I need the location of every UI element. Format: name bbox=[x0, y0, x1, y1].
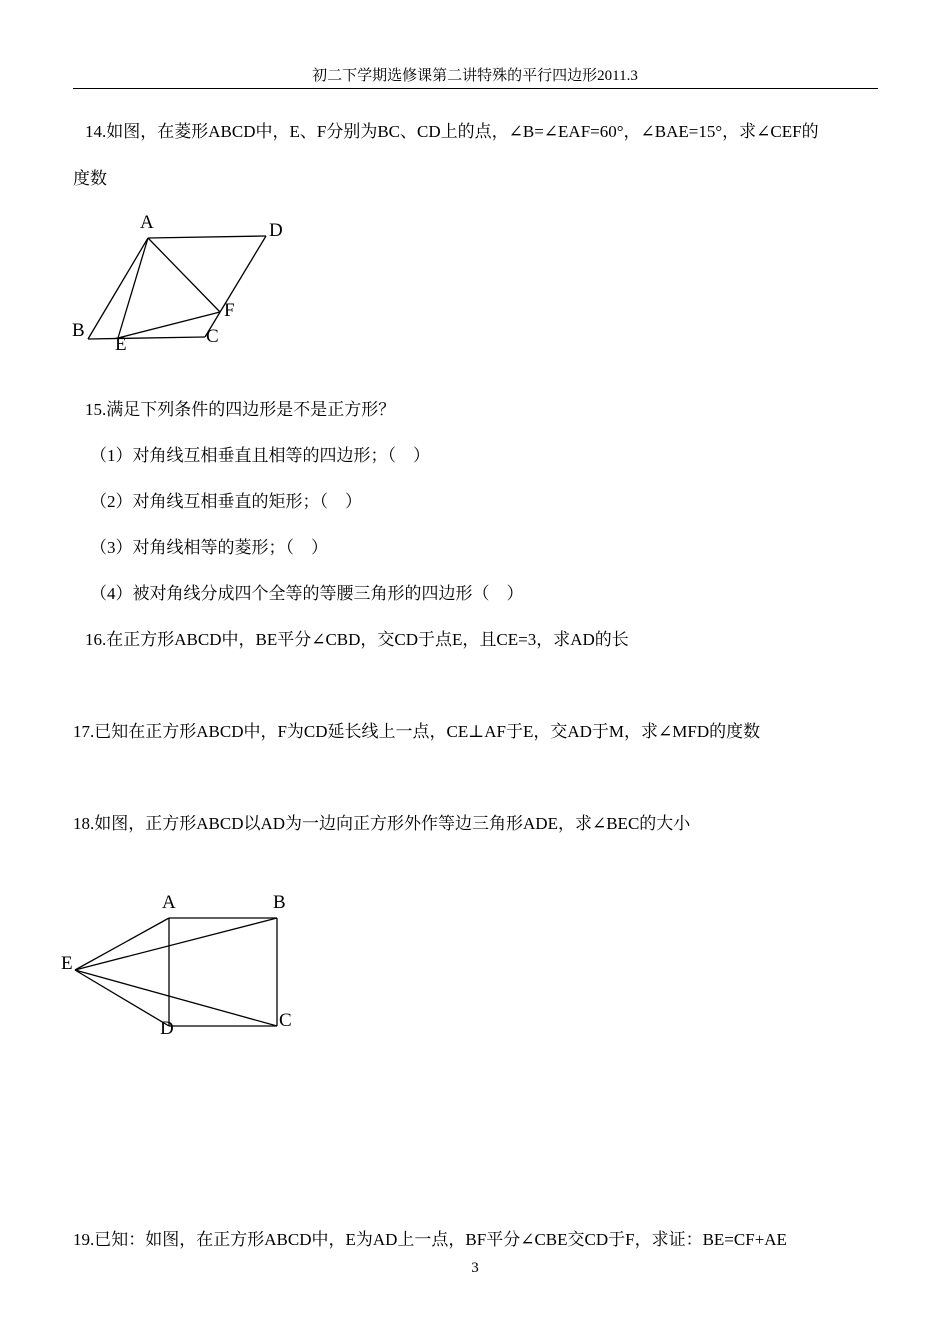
segment-AF bbox=[148, 238, 220, 312]
question-15-item-1: （1）对角线互相垂直且相等的四边形；（ ） bbox=[90, 446, 430, 465]
question-15-title: 15.满足下列条件的四边形是不是正方形？ bbox=[85, 400, 396, 419]
question-18: 18.如图，正方形ABCD以AD为一边向正方形外作等边三角形ADE，求∠BEC的大小 bbox=[73, 814, 691, 833]
label-F: F bbox=[224, 300, 235, 321]
label-D: D bbox=[269, 220, 283, 241]
label2-B: B bbox=[273, 892, 286, 913]
edge-AD bbox=[148, 236, 266, 238]
question-14-line2: 度数 bbox=[73, 169, 107, 188]
question-17: 17.已知在正方形ABCD中，F为CD延长线上一点，CE⊥AF于E，交AD于M，求∠MFD的度数 bbox=[73, 722, 761, 741]
edge-CB bbox=[88, 337, 205, 339]
label-C: C bbox=[206, 326, 219, 347]
label2-A: A bbox=[162, 892, 176, 913]
edge-DC bbox=[205, 236, 266, 337]
label-E: E bbox=[115, 334, 127, 355]
segment-EC bbox=[75, 970, 277, 1026]
label2-D: D bbox=[160, 1018, 174, 1039]
segment-EF bbox=[118, 312, 220, 338]
segment-ED bbox=[75, 970, 169, 1026]
question-15-item-3: （3）对角线相等的菱形；（ ） bbox=[90, 538, 328, 557]
label2-E: E bbox=[61, 953, 73, 974]
segment-EB bbox=[75, 918, 277, 970]
edge-BA bbox=[88, 238, 148, 339]
label-A: A bbox=[140, 212, 154, 233]
question-19: 19.已知：如图，在正方形ABCD中，E为AD上一点，BF平分∠CBE交CD于F，求证：BE=CF+AE bbox=[73, 1230, 787, 1249]
question-16: 16.在正方形ABCD中，BE平分∠CBD，交CD于点E，且CE=3，求AD的长 bbox=[85, 630, 629, 649]
segment-EA bbox=[75, 918, 169, 970]
question-15-item-4: （4）被对角线分成四个全等的等腰三角形的四边形（ ） bbox=[90, 584, 524, 603]
question-15-item-2: （2）对角线互相垂直的矩形；（ ） bbox=[90, 492, 362, 511]
page-number: 3 bbox=[471, 1260, 479, 1276]
page-header: 初二下学期选修课第二讲特殊的平行四边形2011.3 bbox=[312, 68, 638, 84]
question-14-line1: 14.如图，在菱形ABCD中，E、F分别为BC、CD上的点，∠B=∠EAF=60°，∠BAE=15°，求∠CEF的 bbox=[85, 122, 819, 141]
label-B: B bbox=[72, 320, 85, 341]
label2-C: C bbox=[279, 1010, 292, 1031]
segment-AE bbox=[118, 238, 148, 338]
